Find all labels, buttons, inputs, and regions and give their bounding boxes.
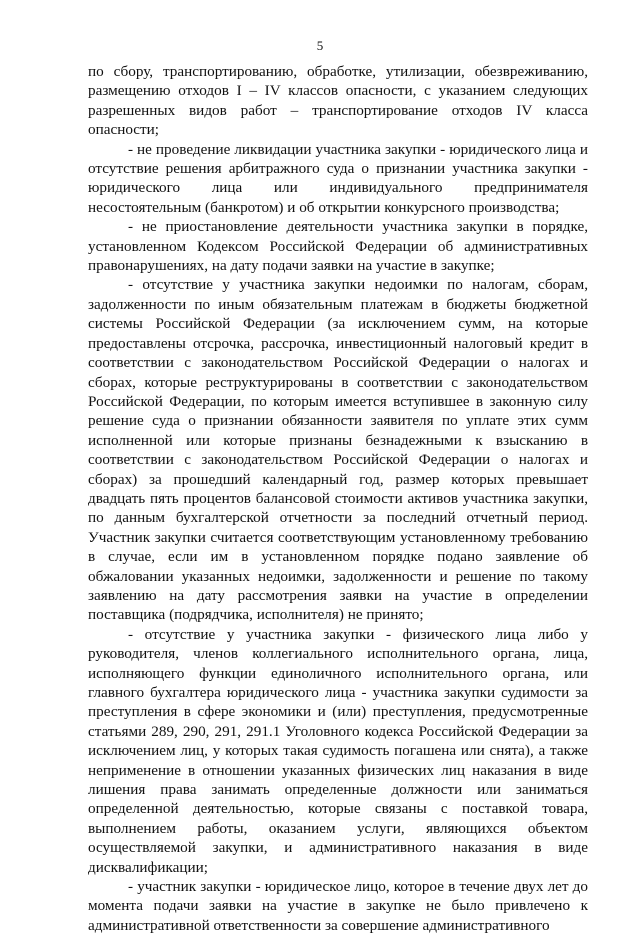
paragraph-waste-license: по сбору, транспортированию, обработке, утилизации, обезвреживанию, размещению отходов I – IV классов опасности, с указанием следующих разрешенных видов работ – транспортирование отходов IV класса опасности;: [88, 63, 588, 139]
paragraph-no-admin-liability: - участник закупки - юридическое лицо, которое в течение двух лет до момента подачи заявки на участие в закупке не было привлечено к административной ответственности за совершение административного: [88, 878, 588, 934]
paragraph-no-criminal-record: - отсутствие у участника закупки - физического лица либо у руководителя, членов коллегиального исполнительного органа, лица, исполняющего функции единоличного исполнительного органа, или главного бухгалтера юридического лица - участника закупки судимости за преступления в сфере экономики и (или) преступления, предусмотренные статьями 289, 290, 291, 291.1 Уголовного кодекса Российской Федерации за исключением лиц, у которых такая судимость погашена или снята), а также неприменение в отношении указанных физических лиц наказания в виде лишения права занимать определенные должности или заниматься определенной деятельностью, которые связаны с поставкой товара, выполнением работы, оказанием услуги, являющихся объектом осуществляемой закупки, и административного наказания в виде дисквалификации;: [88, 625, 588, 876]
paragraph-no-tax-arrears: - отсутствие у участника закупки недоимки по налогам, сборам, задолженности по иным обязательным платежам в бюджеты бюджетной системы Российской Федерации (за исключением сумм, на которые предоставлены отсрочка, рассрочка, инвестиционный налоговый кредит в соответствии с законодательством Российской Федерации о налогах и сборах, которые реструктурированы в соответствии с законодательством Российской Федерации, по которым имеется вступившее в законную силу решение суда о признании обязанности заявителя по уплате этих сумм исполненной или которые признаны безнадежными к взысканию в соответствии с законодательством Российской Федерации о налогах и сборах) за прошедший календарный год, размер которых превышает двадцать пять процентов балансовой стоимости активов участника закупки, по данным бухгалтерской отчетности за последний отчетный период. Участник закупки считается соответствующим установленному требованию в случае, если им в установленном порядке подано заявление об обжаловании указанных недоимки, задолженности и решение по такому заявлению на дату рассмотрения заявки на участие в определении поставщика (подрядчика, исполнителя) не принято;: [88, 276, 588, 624]
paragraph-no-suspension: - не приостановление деятельности участника закупки в порядке, установленном Кодексом Российской Федерации об административных правонарушениях, на дату подачи заявки на участие в закупке;: [88, 218, 588, 275]
paragraph-no-liquidation: - не проведение ликвидации участника закупки - юридического лица и отсутствие решения арбитражного суда о признании участника закупки - юридического лица или индивидуального предпринимателя несостоятельным (банкротом) и об открытии конкурсного производства;: [88, 140, 588, 216]
document-body: [88, 62, 588, 935]
page-number: 5: [316, 38, 324, 53]
